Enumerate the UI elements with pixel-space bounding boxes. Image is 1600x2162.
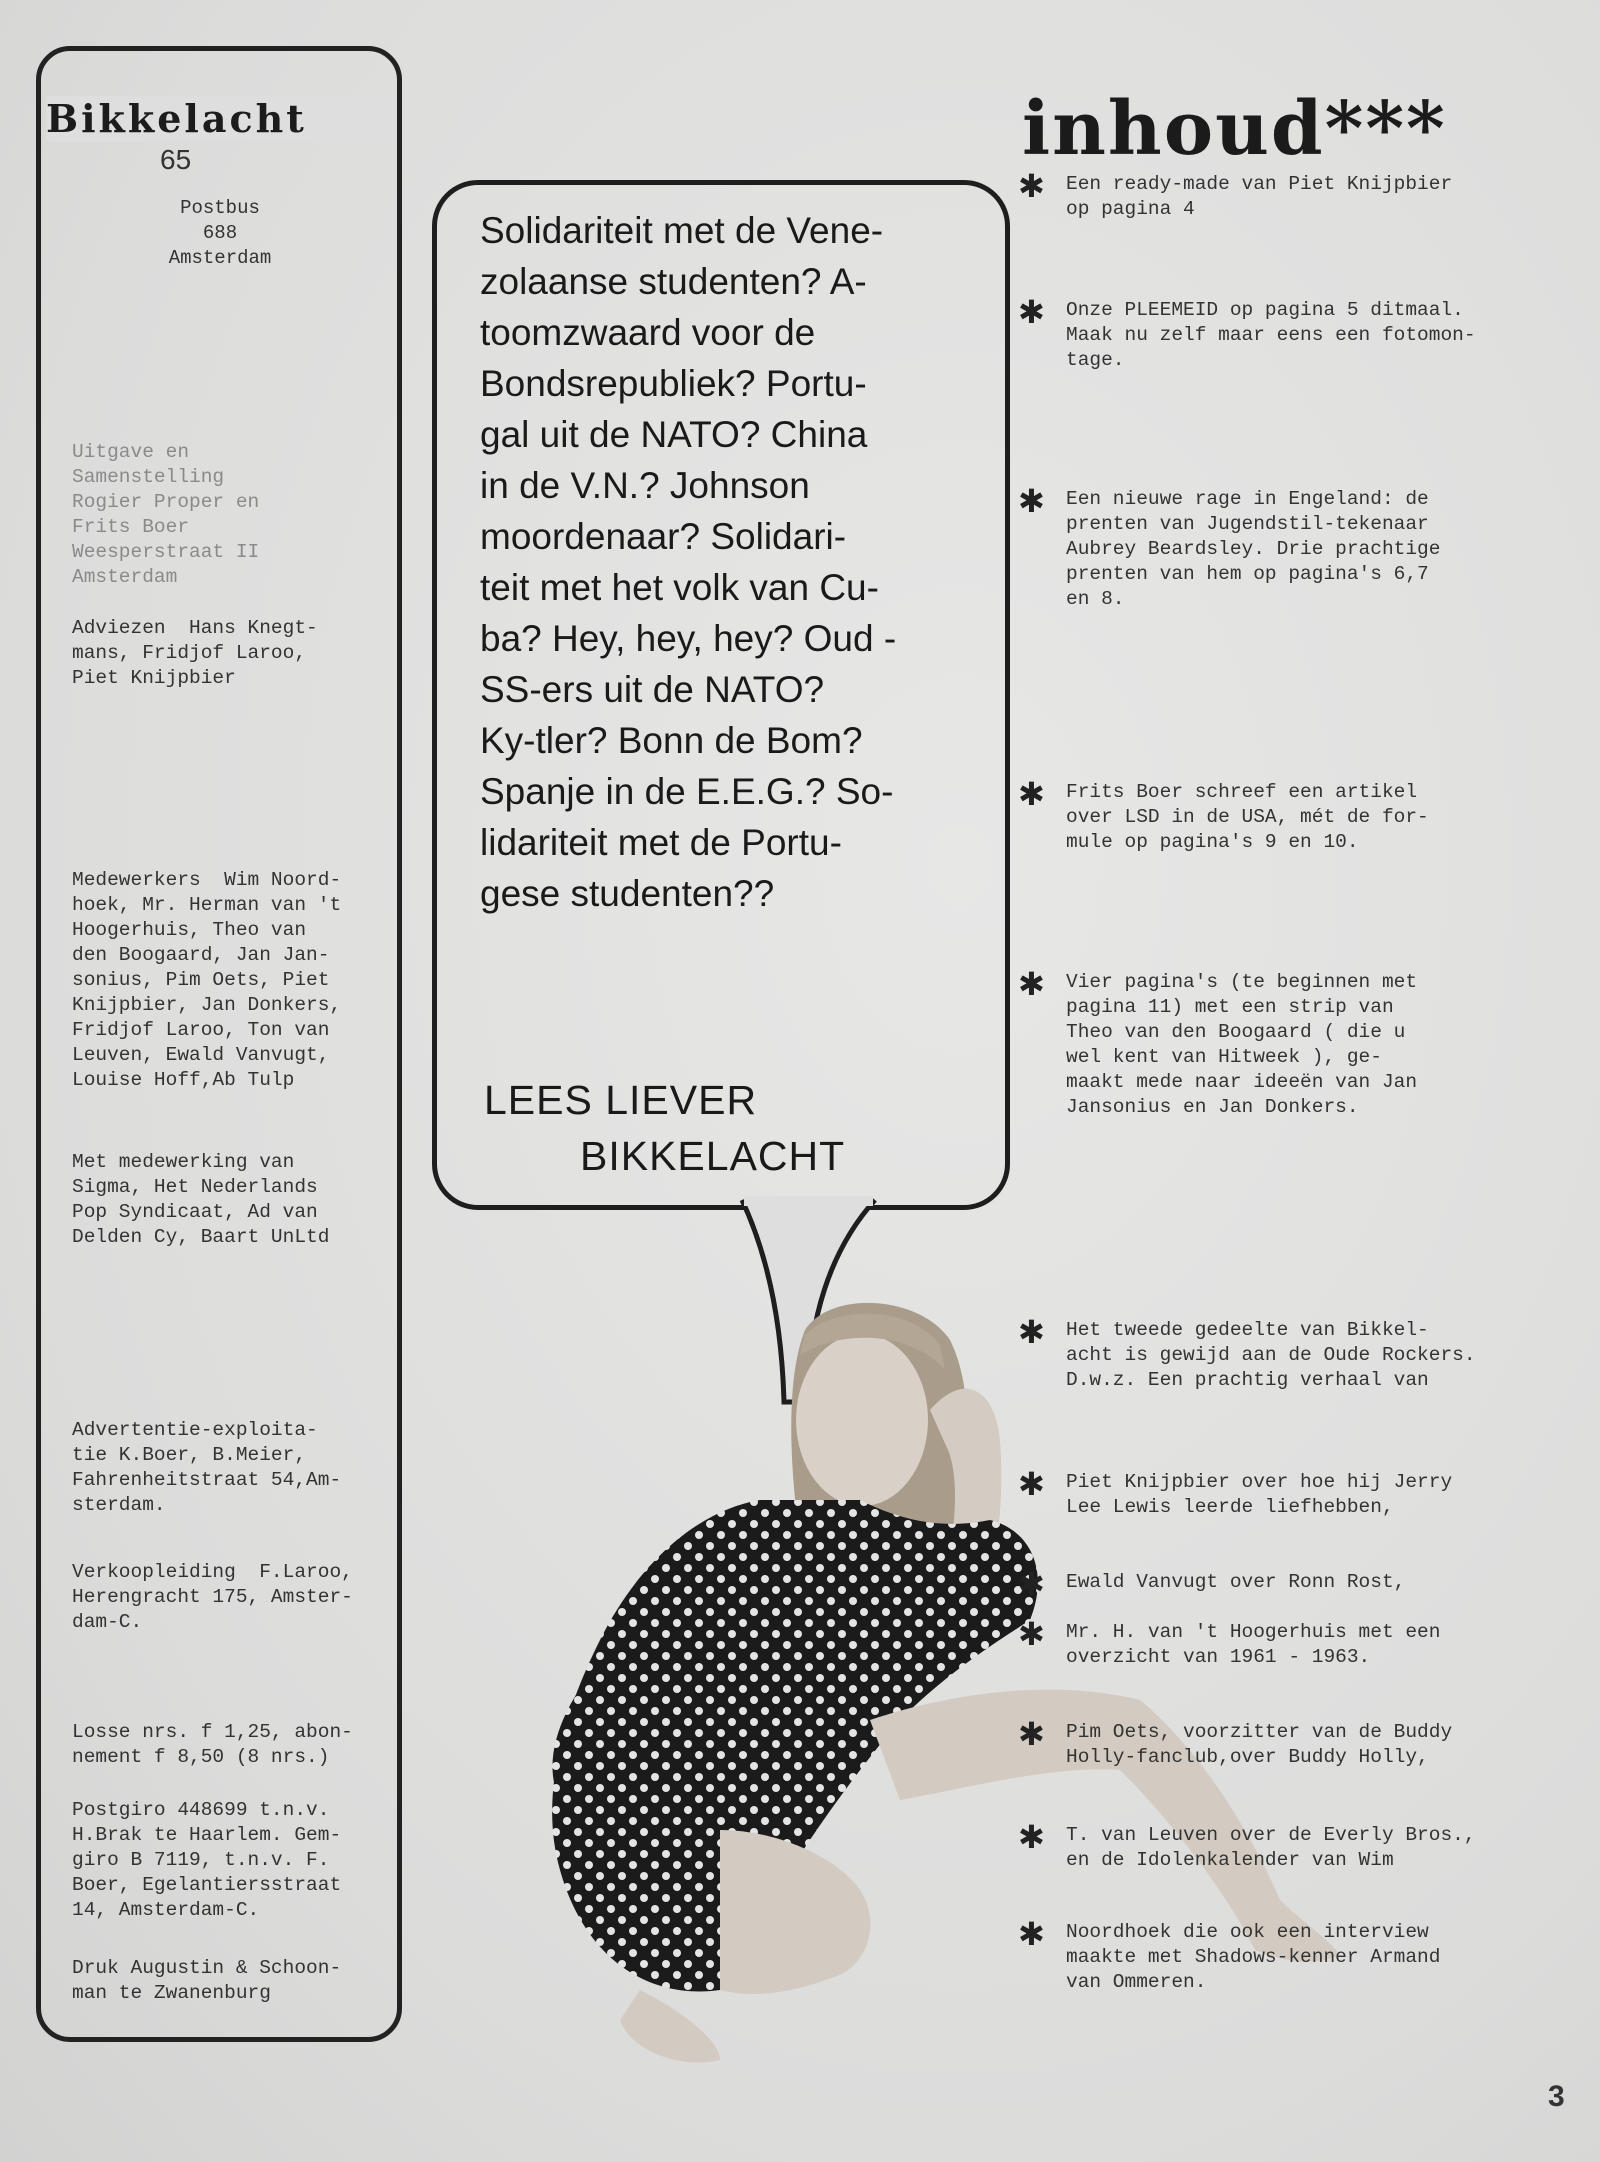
- contents-line: Een nieuwe rage in Engeland: de: [1066, 488, 1429, 510]
- colophon-line: Hoogerhuis, Theo van: [72, 919, 307, 941]
- address-line: Amsterdam: [168, 247, 272, 269]
- asterisk-bullet-icon: ✱: [1018, 775, 1045, 813]
- colophon-line: Druk Augustin & Schoon-: [72, 1957, 342, 1979]
- asterisk-bullet-icon: ✱: [1018, 965, 1045, 1003]
- asterisk-bullet-icon: ✱: [1018, 482, 1045, 520]
- colophon-line: Delden Cy, Baart UnLtd: [72, 1226, 330, 1248]
- contents-line: Theo van den Boogaard ( die u: [1066, 1021, 1406, 1043]
- bubble-line: lidariteit met de Portu-: [480, 822, 842, 863]
- contents-item: [1018, 167, 1600, 222]
- contents-line: Een ready-made van Piet Knijpbier: [1066, 173, 1453, 195]
- asterisk-bullet-icon: ✱: [1018, 1715, 1045, 1753]
- colophon-line: sonius, Pim Oets, Piet: [72, 969, 330, 991]
- colophon-line: dam-C.: [72, 1611, 143, 1633]
- contents-item: [1018, 1915, 1600, 1995]
- colophon-line: Uitgave en: [72, 441, 190, 463]
- colophon-line: Rogier Proper en: [72, 491, 260, 513]
- bubble-line: Spanje in de E.E.G.? So-: [480, 771, 894, 812]
- contents-line: over LSD in de USA, mét de for-: [1066, 806, 1429, 828]
- page-number: 3: [1548, 2080, 1565, 2113]
- contents-line: Jansonius en Jan Donkers.: [1066, 1096, 1359, 1118]
- contents-line: Ewald Vanvugt over Ronn Rost,: [1066, 1571, 1406, 1593]
- colophon-line: Samenstelling: [72, 466, 225, 488]
- colophon-line: Boer, Egelantiersstraat: [72, 1874, 342, 1896]
- contents-line: Onze PLEEMEID op pagina 5 ditmaal.: [1066, 299, 1464, 321]
- contents-line: en 8.: [1066, 588, 1125, 610]
- colophon-line: Frits Boer: [72, 516, 190, 538]
- contents-item: [1018, 1313, 1600, 1393]
- contents-heading: inhoud***: [1022, 86, 1447, 172]
- contents-line: D.w.z. Een prachtig verhaal van: [1066, 1369, 1429, 1391]
- colophon-line: Fridjof Laroo, Ton van: [72, 1019, 330, 1041]
- contents-line: wel kent van Hitweek ), ge-: [1066, 1046, 1382, 1068]
- bubble-line: Ky-tler? Bonn de Bom?: [480, 720, 863, 761]
- bubble-line: teit met het volk van Cu-: [480, 567, 879, 608]
- bubble-line: gese studenten??: [480, 873, 775, 914]
- contents-line: en de Idolenkalender van Wim: [1066, 1849, 1394, 1871]
- asterisk-bullet-icon: ✱: [1018, 1615, 1045, 1653]
- contents-line: prenten van Jugendstil-tekenaar: [1066, 513, 1429, 535]
- colophon-line: Postgiro 448699 t.n.v.: [72, 1799, 330, 1821]
- contents-line: prenten van hem op pagina's 6,7: [1066, 563, 1429, 585]
- colophon-line: Amsterdam: [72, 566, 178, 588]
- colophon-line: Met medewerking van: [72, 1151, 295, 1173]
- asterisk-bullet-icon: ✱: [1018, 167, 1045, 205]
- colophon-line: Pop Syndicaat, Ad van: [72, 1201, 318, 1223]
- colophon-line: Leuven, Ewald Vanvugt,: [72, 1044, 330, 1066]
- contents-line: T. van Leuven over de Everly Bros.,: [1066, 1824, 1476, 1846]
- colophon-line: Medewerkers Wim Noord-: [72, 869, 342, 891]
- colophon-line: Herengracht 175, Amster-: [72, 1586, 353, 1608]
- bubble-line: Solidariteit met de Vene-: [480, 210, 884, 251]
- colophon-line: Losse nrs. f 1,25, abon-: [72, 1721, 353, 1743]
- colophon-line: Advertentie-exploita-: [72, 1419, 318, 1441]
- asterisk-bullet-icon: ✱: [1018, 1915, 1045, 1953]
- contents-line: Het tweede gedeelte van Bikkel-: [1066, 1319, 1429, 1341]
- contents-item: [1018, 1818, 1600, 1873]
- contents-item: [1018, 965, 1600, 1120]
- contents-line: op pagina 4: [1066, 198, 1195, 220]
- contents-line: Lee Lewis leerde liefhebben,: [1066, 1496, 1394, 1518]
- contents-line: Frits Boer schreef een artikel: [1066, 781, 1418, 803]
- contents-line: Maak nu zelf maar eens een fotomon-: [1066, 324, 1476, 346]
- contents-line: Mr. H. van 't Hoogerhuis met een: [1066, 1621, 1441, 1643]
- bubble-line: ba? Hey, hey, hey? Oud -: [480, 618, 897, 659]
- colophon-line: tie K.Boer, B.Meier,: [72, 1444, 307, 1466]
- colophon-line: H.Brak te Haarlem. Gem-: [72, 1824, 342, 1846]
- colophon-line: den Boogaard, Jan Jan-: [72, 944, 330, 966]
- contents-line: Pim Oets, voorzitter van de Buddy: [1066, 1721, 1453, 1743]
- contents-line: Aubrey Beardsley. Drie prachtige: [1066, 538, 1441, 560]
- colophon-line: Adviezen Hans Knegt-: [72, 617, 318, 639]
- bubble-line: zolaanse studenten? A-: [480, 261, 867, 302]
- bubble-line: toomzwaard voor de: [480, 312, 816, 353]
- colophon-line: Fahrenheitstraat 54,Am-: [72, 1469, 342, 1491]
- slogan-line: BIKKELACHT: [580, 1133, 846, 1179]
- colophon-line: man te Zwanenburg: [72, 1982, 271, 2004]
- masthead-title: Bikkelacht: [46, 96, 394, 141]
- asterisk-bullet-icon: ✱: [1018, 1565, 1045, 1603]
- colophon-line: Louise Hoff,Ab Tulp: [72, 1069, 295, 1091]
- contents-line: Piet Knijpbier over hoe hij Jerry: [1066, 1471, 1453, 1493]
- asterisk-bullet-icon: ✱: [1018, 293, 1045, 331]
- colophon-line: nement f 8,50 (8 nrs.): [72, 1746, 330, 1768]
- contents-line: van Ommeren.: [1066, 1971, 1207, 1993]
- contents-line: Holly-fanclub,over Buddy Holly,: [1066, 1746, 1429, 1768]
- colophon-line: Weesperstraat II: [72, 541, 260, 563]
- bubble-line: gal uit de NATO? China: [480, 414, 868, 455]
- bubble-line: in de V.N.? Johnson: [480, 465, 810, 506]
- colophon-line: 14, Amsterdam-C.: [72, 1899, 260, 1921]
- contents-line: acht is gewijd aan de Oude Rockers.: [1066, 1344, 1476, 1366]
- address-line: 688: [202, 222, 238, 244]
- bubble-line: Bondsrepubliek? Portu-: [480, 363, 867, 404]
- contents-line: maakt mede naar ideeën van Jan: [1066, 1071, 1418, 1093]
- contents-line: Noordhoek die ook een interview: [1066, 1921, 1429, 1943]
- contents-item: [1018, 1565, 1600, 1603]
- issue-number: 65: [160, 144, 192, 175]
- colophon-line: mans, Fridjof Laroo,: [72, 642, 307, 664]
- colophon-line: giro B 7119, t.n.v. F.: [72, 1849, 330, 1871]
- contents-line: mule op pagina's 9 en 10.: [1066, 831, 1359, 853]
- colophon-line: Knijpbier, Jan Donkers,: [72, 994, 342, 1016]
- asterisk-bullet-icon: ✱: [1018, 1313, 1045, 1351]
- address-line: Postbus: [180, 197, 260, 219]
- contents-line: overzicht van 1961 - 1963.: [1066, 1646, 1371, 1668]
- contents-line: pagina 11) met een strip van: [1066, 996, 1394, 1018]
- bubble-line: moordenaar? Solidari-: [480, 516, 847, 557]
- contents-line: maakte met Shadows-kenner Armand: [1066, 1946, 1441, 1968]
- asterisk-bullet-icon: ✱: [1018, 1465, 1045, 1503]
- slogan-line: LEES LIEVER: [484, 1077, 758, 1123]
- contents-line: tage.: [1066, 349, 1125, 371]
- colophon-line: Sigma, Het Nederlands: [72, 1176, 318, 1198]
- contents-item: [1018, 482, 1600, 612]
- colophon-line: Piet Knijpbier: [72, 667, 236, 689]
- asterisk-bullet-icon: ✱: [1018, 1818, 1045, 1856]
- contents-line: Vier pagina's (te beginnen met: [1066, 971, 1418, 993]
- colophon-line: sterdam.: [72, 1494, 166, 1516]
- contents-item: [1018, 1465, 1600, 1520]
- contents-item: [1018, 775, 1600, 855]
- bubble-line: SS-ers uit de NATO?: [480, 669, 825, 710]
- contents-item: [1018, 293, 1600, 373]
- colophon-line: hoek, Mr. Herman van 't: [72, 894, 342, 916]
- contents-item: [1018, 1715, 1600, 1770]
- contents-item: [1018, 1615, 1600, 1670]
- colophon-line: Verkoopleiding F.Laroo,: [72, 1561, 353, 1583]
